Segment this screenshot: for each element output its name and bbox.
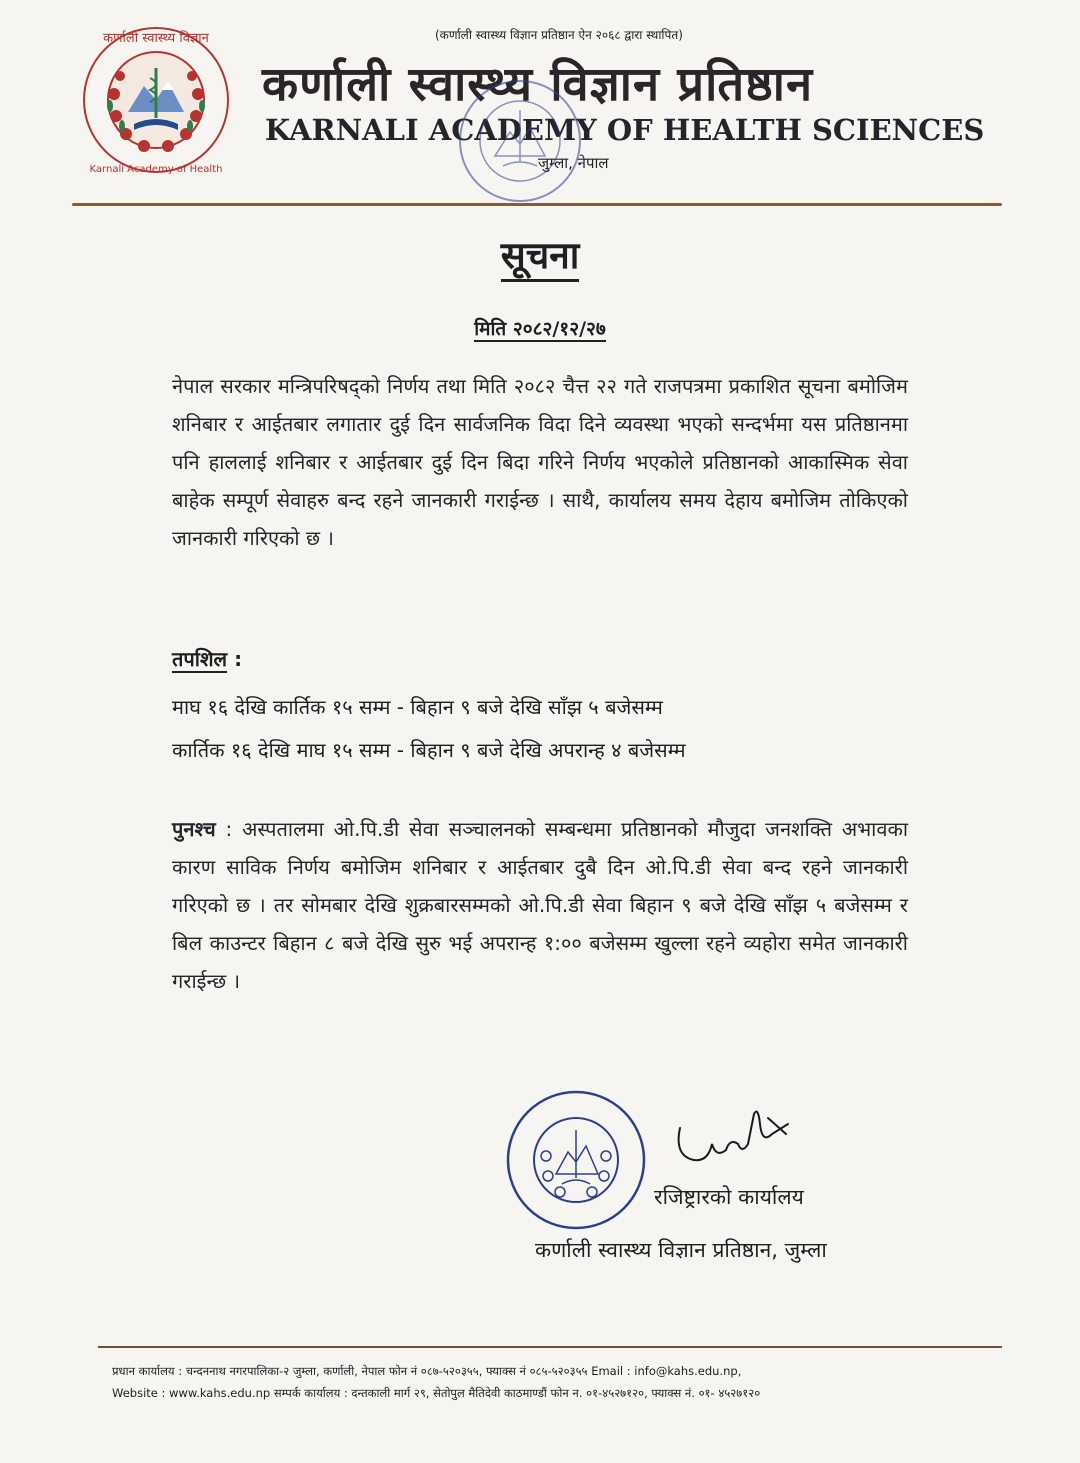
schedule-heading: तपशिल : (172, 647, 243, 671)
svg-text:Karnali Academy of Health: Karnali Academy of Health (89, 164, 223, 175)
official-stamp-icon (502, 1086, 650, 1234)
academy-logo-icon (76, 20, 236, 180)
notice-title: सूचना (0, 228, 1080, 279)
org-location: जुम्ला, नेपाल (538, 154, 609, 172)
postscript-paragraph (172, 810, 908, 1000)
footer-divider (98, 1346, 1002, 1348)
svg-text:कर्णाली स्वास्थ्य विज्ञान: कर्णाली स्वास्थ्य विज्ञान (103, 31, 209, 46)
schedule-item: माघ १६ देखि कार्तिक १५ सम्म - बिहान ९ बजे देखि साँझ ५ बजेसम्म (172, 695, 663, 719)
official-stamp-icon (455, 76, 585, 206)
notice-date: मिति २०८२/१२/२७ (474, 318, 606, 340)
schedule-item: कार्तिक १६ देखि माघ १५ सम्म - बिहान ९ बजे देखि अपरान्ह ४ बजेसम्म (172, 738, 686, 762)
org-name-nepali: कर्णाली स्वास्थ्य विज्ञान प्रतिष्ठान (262, 57, 814, 112)
institution-name: कर्णाली स्वास्थ्य विज्ञान प्रतिष्ठान, जुम्ला (535, 1238, 827, 1262)
registrar-office: रजिष्ट्रारको कार्यालय (654, 1185, 804, 1209)
footer-website-line: Website : www.kahs.edu.np सम्पर्क कार्यालय : दन्तकाली मार्ग २९, सेतोपुल मैतिदेवी काठमाण्डौं फोन न. ०१-४५२७१२०, फ्याक्स नं. ०१- ४५२७१२० (112, 1386, 761, 1400)
org-name-english: KARNALI ACADEMY OF HEALTH SCIENCES (265, 113, 985, 147)
establishment-note: (कर्णाली स्वास्थ्य विज्ञान प्रतिष्ठान ऐन २०६८ द्वारा स्थापित) (435, 28, 683, 42)
signature-icon (668, 1094, 808, 1174)
postscript-text: : अस्पतालमा ओ.पि.डी सेवा सञ्चालनको सम्बन्धमा प्रतिष्ठानको मौजुदा जनशक्ति अभावका कारण साविक निर्णय बमोजिम शनिबार र आईतबार दुबै दिन ओ.पि.डी सेवा बन्द रहने जानकारी गरिएको छ । तर सोमबार देखि शुक्रबारसम्मको ओ.पि.डी सेवा बिहान ९ बजे देखि साँझ ५ बजेसम्म र बिल काउन्टर बिहान ८ बजे देखि सुरु भई अपरान्ह १:०० बजेसम्म खुल्ला रहने व्यहोरा समेत जानकारी गराईन्छ । (172, 817, 908, 993)
footer-address-line: प्रधान कार्यालय : चन्दननाथ नगरपालिका-२ जुम्ला, कर्णाली, नेपाल फोन नं ०८७-५२०३५५, फ्याक्स नं ०८५-५२०३५५ Email : info@kahs.edu.np, (112, 1364, 742, 1378)
header-divider (72, 203, 1002, 206)
notice-paragraph-1: नेपाल सरकार मन्त्रिपरिषद्को निर्णय तथा मिति २०८२ चैत्त २२ गते राजपत्रमा प्रकाशित सूचना बमोजिम शनिबार र आईतबार लगातार दुई दिन सार्वजनिक विदा दिने व्यवस्था भएको सन्दर्भमा यस प्रतिष्ठानमा पनि हाललाई शनिबार र आईतबार दुई दिन बिदा गरिने निर्णय भएकोले प्रतिष्ठानको आकास्मिक सेवा बाहेक सम्पूर्ण सेवाहरु बन्द रहने जानकारी गराईन्छ । साथै, कार्यालय समय देहाय बमोजिम तोकिएको जानकारी गरिएको छ । (172, 374, 908, 550)
postscript-label: पुनश्च (172, 817, 216, 841)
